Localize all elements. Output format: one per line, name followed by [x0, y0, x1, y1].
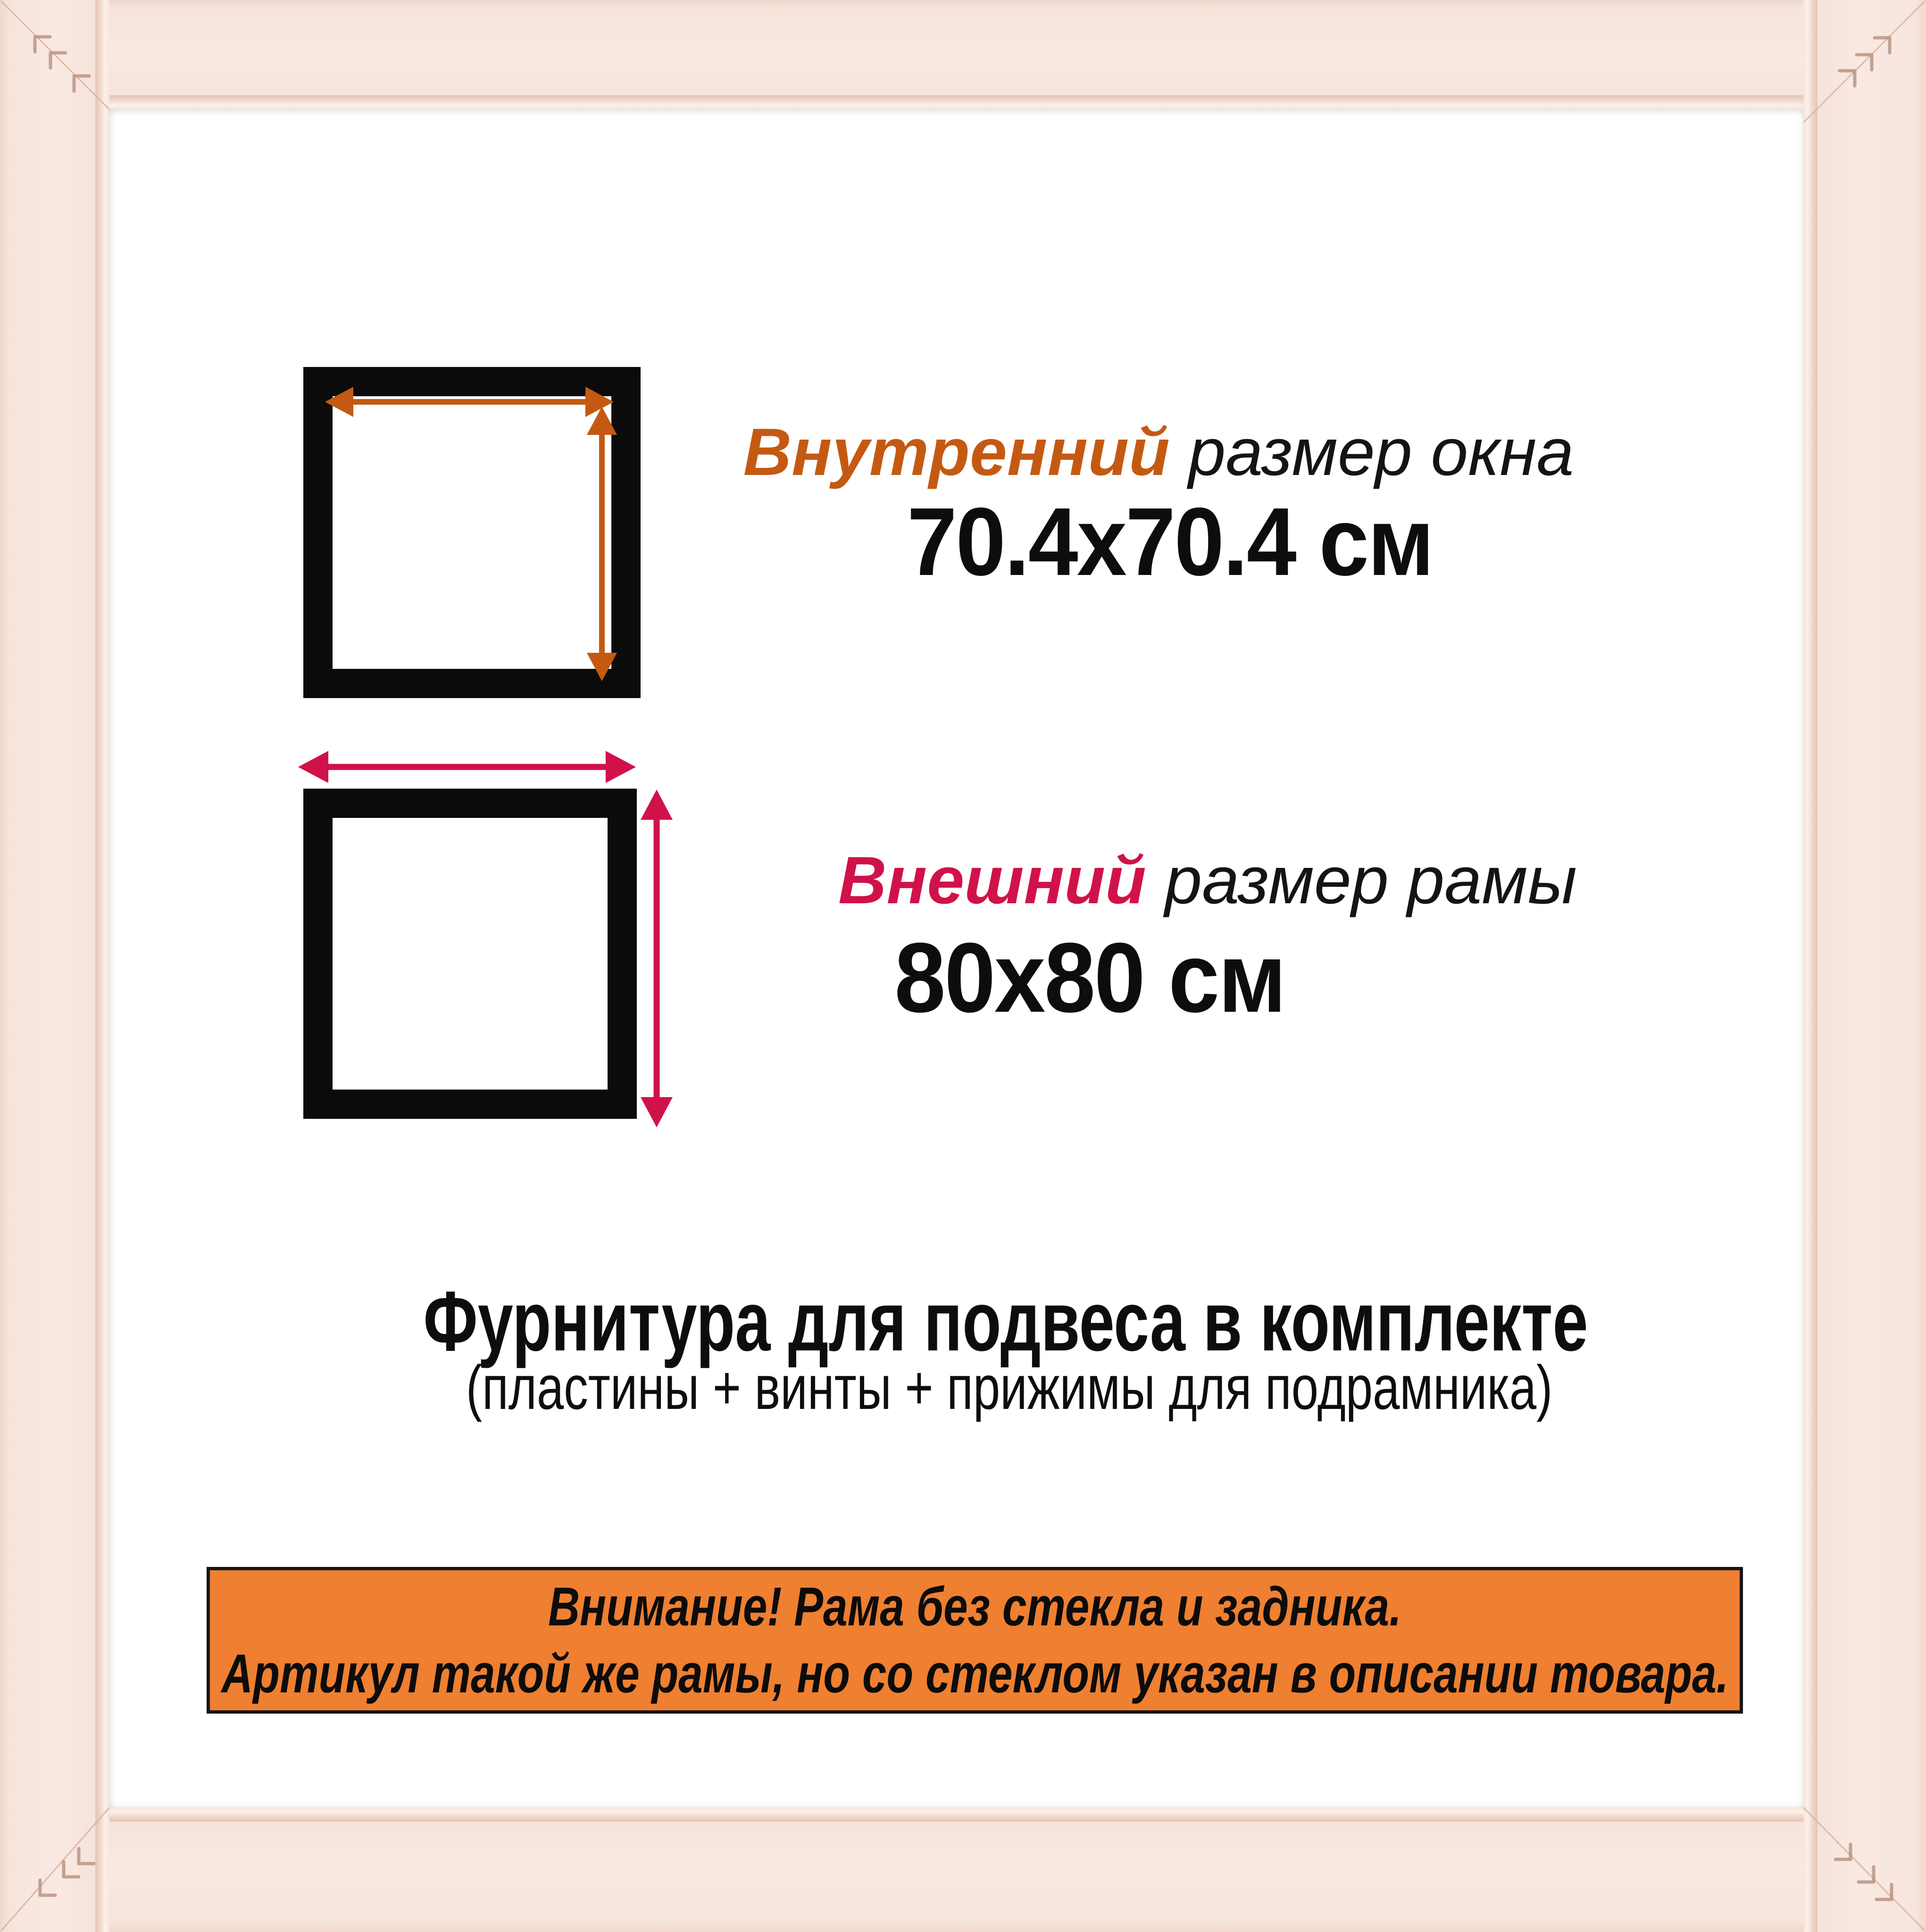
inner-size-label [592, 415, 1725, 490]
inner-size-value: 70.4x70.4 см [907, 488, 1433, 596]
warning-line-1: Внимание! Рама без стекла и задника. [548, 1575, 1401, 1637]
frame-inner-lip [1803, 0, 1818, 1932]
frame-edge-right [1803, 0, 1926, 1932]
inner-size-label-accent: Внутренний [743, 415, 1170, 490]
hardware-note-title: Фурнитура для подвеса в комплекте [423, 1274, 1588, 1369]
outer-size-label-accent: Внешний [838, 843, 1146, 918]
frame-edge-top [0, 0, 1926, 109]
frame-edge-bottom [0, 1807, 1926, 1932]
outer-width-arrow-icon [296, 746, 638, 788]
warning-banner [207, 1567, 1743, 1714]
frame-inner-lip [0, 1807, 1926, 1822]
outer-size-value: 80x80 см [894, 922, 1285, 1033]
outer-size-label [642, 845, 1774, 916]
inner-width-arrow-icon [323, 381, 616, 423]
frame-inner-lip [95, 0, 109, 1932]
outer-size-label-rest: размер рамы [1146, 843, 1577, 918]
hardware-note-details: (пластины + винты + прижимы для подрамника) [466, 1353, 1553, 1422]
frame-edge-left [0, 0, 109, 1932]
inner-size-label-rest: размер окна [1169, 415, 1574, 490]
warning-line-2: Артикул такой же рамы, но со стеклом указан в описании товара. [221, 1642, 1729, 1704]
inner-height-arrow-icon [581, 405, 623, 683]
outer-height-arrow-icon [635, 788, 678, 1129]
frame-inner-lip [0, 95, 1926, 109]
